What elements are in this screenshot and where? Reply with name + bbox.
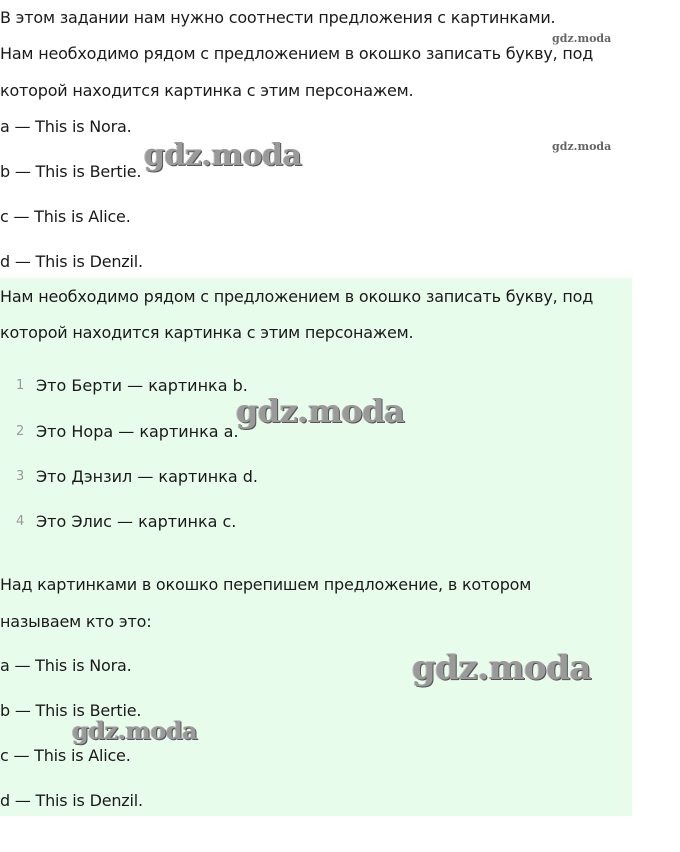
list-item: Это Нора — картинка a. [36,422,239,441]
sentence-top-d: d — This is Denzil. [0,252,143,271]
intro-line-2: Нам необходимо рядом с предложением в окошко записать букву, под [0,44,594,63]
list-item-number: 3 [16,469,25,484]
watermark: gdz.moda [236,392,405,430]
list-item-number: 1 [16,378,25,393]
answer-sentence-d: d — This is Denzil. [0,791,143,810]
watermark: gdz.moda [144,138,302,173]
answer-paragraph-line-1: Над картинками в окошко перепишем предложение, в котором [0,575,532,594]
list-item: Это Элис — картинка c. [36,512,237,531]
list-item-number: 4 [16,514,25,529]
intro-line-3: которой находится картинка с этим персонажем. [0,81,414,100]
answer-sentence-a: a — This is Nora. [0,656,132,675]
answer-sentence-b: b — This is Bertie. [0,701,142,720]
watermark: gdz.moda [72,716,198,745]
list-item: Это Берти — картинка b. [36,376,248,395]
sentence-top-a: a — This is Nora. [0,117,132,136]
sentence-top-c: c — This is Alice. [0,207,131,226]
list-item: Это Дэнзил — картинка d. [36,467,259,486]
watermark-small: gdz.moda [552,32,612,45]
answer-paragraph-line-2: называем кто это: [0,612,152,631]
sentence-top-b: b — This is Bertie. [0,162,142,181]
list-item-number: 2 [16,424,25,439]
watermark-small: gdz.moda [552,140,612,153]
answer-sentence-c: c — This is Alice. [0,746,131,765]
answer-line-2: которой находится картинка с этим персонажем. [0,323,414,342]
answer-line-1: Нам необходимо рядом с предложением в окошко записать букву, под [0,287,594,306]
watermark: gdz.moda [412,648,592,688]
intro-line-1: В этом задании нам нужно соотнести предложения с картинками. [0,8,556,27]
